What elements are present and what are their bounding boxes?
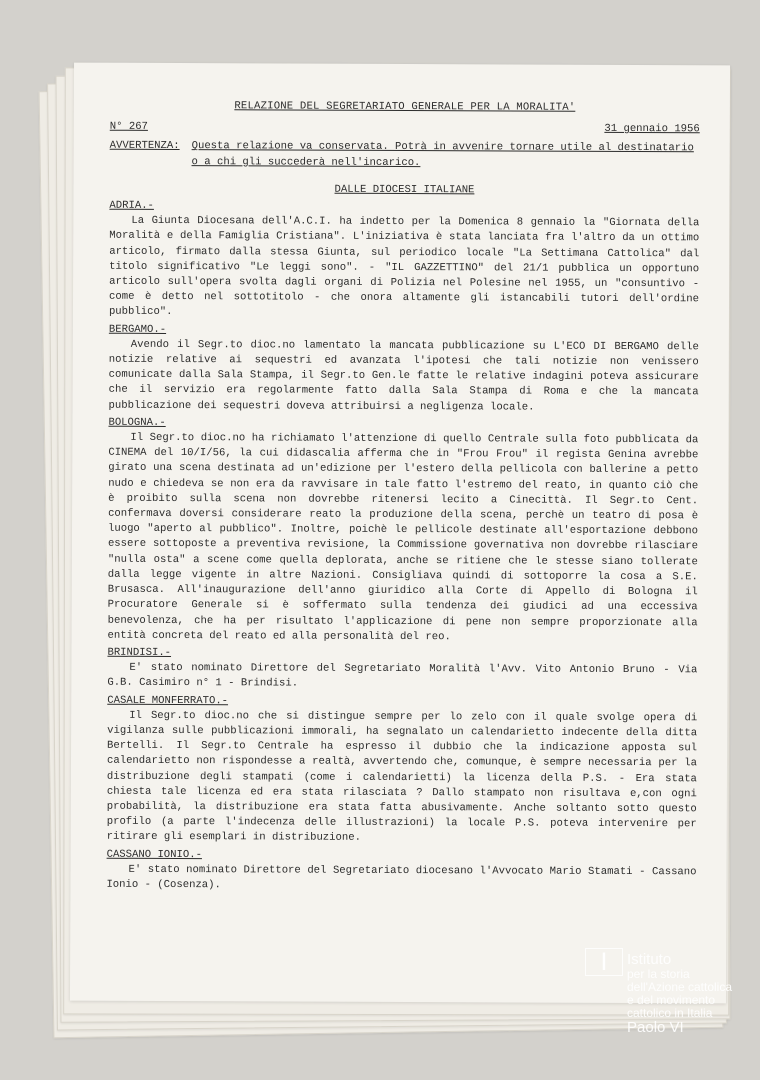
logo-line: e del movimento [627,993,716,1007]
diocese-text: E' stato nominato Direttore del Segretariato diocesano l'Avvocato Mario Stamati - Cassano Ionio - (Cosenza). [106,863,697,892]
report-date: 31 gennaio 1956 [604,123,700,136]
report-number: N° 267 [109,120,148,134]
diocese-text: Il Segr.to dioc.no che si distingue sempre per lo zelo con il quale svolge opera di vigilanza sulle pubblicazioni immorali, ha segnalato un calendarietto indecente della ditta Bertelli. Il Segr.to Centrale ha espresso il dubbio che la indicazione apposta sul calendarietto non rispondesse a realtà, avvertendo che, comunque, è sempre necessaria per la distribuzione degli stampati (come i calendarietti) la licenza della P.S. - Era stata chiesta tale licenza ed era stata rilasciata ? Dallo stampato non risultava e,con ogni probabilità, la distribuzione era stata fatta abusivamente. Anche soltanto sotto questo profilo (a parte l'indecenza delle illustrazioni) la locale P.S. poteva intervenire per ritirare gli esemplari in distribuzione. [106,709,698,845]
diocese-name: CASSANO IONIO.- [106,848,202,861]
logo-line: Istituto [627,951,672,968]
diocese-name: BERGAMO.- [108,323,167,336]
logo-line: per la storia [627,967,690,981]
diocese-entry [108,416,699,647]
typewritten-page [70,63,733,1004]
diocese-name: BRINDISI.- [107,646,172,659]
warning-label: AVVERTENZA: [109,140,180,153]
logo-line: cattolico in Italia [627,1006,713,1020]
diocese-entry [107,646,697,694]
meta-row [110,120,700,138]
diocese-text: E' stato nominato Direttore del Segretariato Moralità l'Avv. Vito Antonio Bruno - Via G.B. Casimiro n° 1 - Brindisi. [107,661,698,690]
page-content [106,99,699,896]
logo-text [627,952,732,1036]
logo-letter: I [585,948,623,976]
diocese-text: La Giunta Diocesana dell'A.C.I. ha indetto per la Domenica 8 gennaio la "Giornata della Moralità e della Famiglia Cristiana". L'iniziativa è stata lanciata fra l'altro da un ottimo articolo, firmato dalla stessa Giunta, sul periodico locale "La Settimana Cattolica" dal titolo significativo "Le leggi sono". - "IL GAZZETTINO" del 21/1 pubblica un opportuno articolo sull'opera svolta dagli organi di Polizia nel Polesine nel 1955, un "consuntivo - come è detto nel sottotitolo - che onora altamente gli istancabili tutori dell'ordine pubblico". [108,215,700,319]
logo-line: Paolo VI [627,1019,684,1036]
diocese-name: ADRIA.- [109,199,154,212]
warning-text: Questa relazione va conservata. Potrà in avvenire tornare utile al destinatario o a chi gli succederà nell'incarico. [191,140,694,169]
diocese-text: Avendo il Segr.to dioc.no lamentato la mancata pubblicazione su L'ECO DI BERGAMO delle notizie relative ai sequestri ed avanzata l'ipotesi che tali notizie non venissero comunicate dalla Sala Stampa, il Segr.to Gen.le fatte le relative indagini poteva assicurare che il servizio era regolarmente fatto dalla Sala Stampa di Roma e che la mancata pubblicazione dei sequestri doveva attribuirsi a negligenza locale. [108,338,699,414]
diocese-entry [106,847,696,895]
institute-watermark-logo [585,948,743,1058]
logo-line: dell'Azione cattolica [627,980,733,994]
diocese-entry [107,693,698,848]
logo-monogram [585,948,623,978]
diocese-name: BOLOGNA.- [108,416,166,429]
diocese-name: CASALE MONFERRATO.- [107,694,229,707]
document-title: RELAZIONE DEL SEGRETARIATO GENERALE PER LA MORALITA' [234,100,576,114]
diocese-entry [109,199,700,323]
warning-block [110,139,700,172]
diocese-entry [109,322,699,416]
section-title: DALLE DIOCESI ITALIANE [334,183,475,197]
diocese-text: Il Segr.to dioc.no ha richiamato l'attenzione di quello Centrale sulla foto pubblicata da CINEMA del 10/I/56, la cui didascalia afferma che in "Frou Frou" il regista Genina avrebbe girato una scena destinata ad un'edizione per l'estero della pellicola con ballerine a petto nudo e chiedeva se non era da ravvisare in tale fatto l'estremo del reato, in quanto ciò che è proibito sulla scena non dovrebbe ritenersi lecito a Cinecittà. Il Segr.to Cent. confermava doversi considerare reato la produzione della scena, perchè un teatro di posa è luogo "aperto al pubblico". Inoltre, poichè le pellicole destinate all'esportazione debbono essere sottoposte a preventiva revisione, la Commissione governativa non dovrebbe rilasciare "nulla osta" a scene come quella deplorata, anche se ritiene che le stesse siano tollerate dalla legge vigente in altre Nazioni. Consigliava quindi di sottoporre la cosa a S.E. Brusasca. All'inaugurazione dell'anno giuridico alla Corte di Appello di Bologna il Procuratore Generale si è soffermato sulla tendenza dei giudici ad una eccessiva benevolenza, che ha per risultato l'applicazione di pene non sempre proporzionate alla entità concreta del reato ed alla personalità del reo. [107,431,699,643]
